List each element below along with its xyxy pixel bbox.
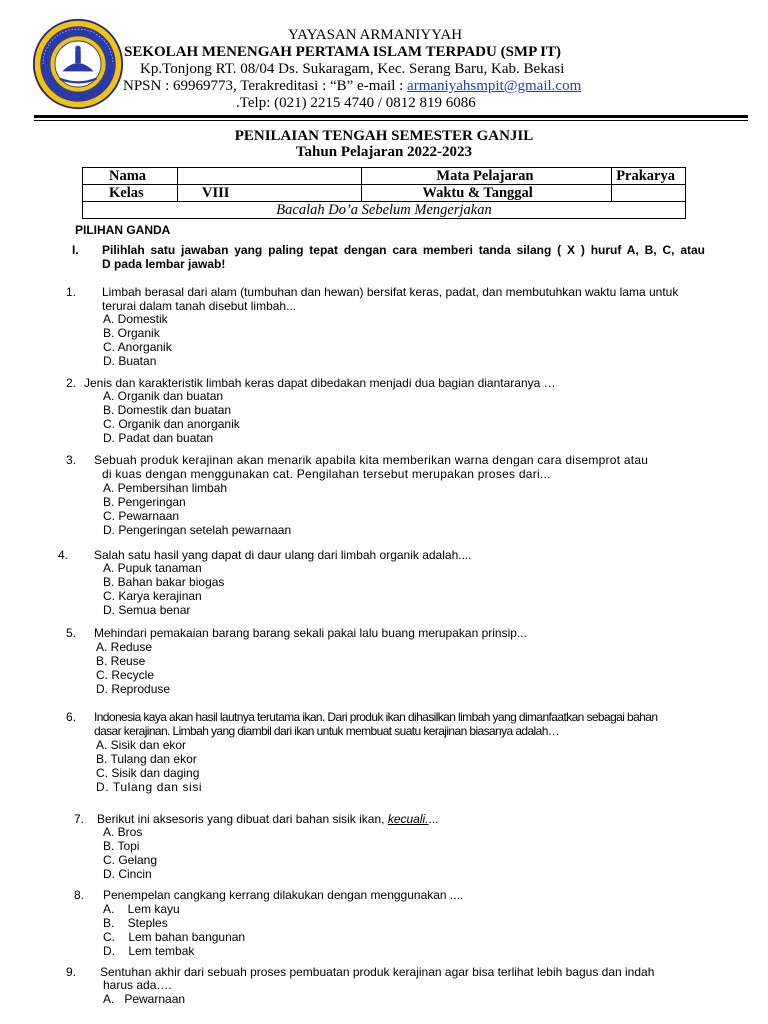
q5-option-c[interactable]: C. Recycle <box>96 668 155 682</box>
q8-option-b[interactable]: B. Steples <box>103 916 168 930</box>
question-6-text: Indonesia kaya akan hasil lautnya terutama ikan. Dari produk ikan dihasilkan limbah yang dimanfaatkan sebagai bahan <box>94 710 658 724</box>
kelas-label: Kelas <box>83 185 178 202</box>
q6-option-c[interactable]: C. Sisik dan daging <box>96 766 200 780</box>
question-2-text: Jenis dan karakteristik limbah keras dapat dibedakan menjadi dua bagian diantaranya … <box>84 376 556 390</box>
school-logo <box>32 18 124 110</box>
q7-option-b[interactable]: B. Topi <box>103 839 140 853</box>
question-2-number: 2. <box>66 376 77 390</box>
question-1-text-2: terurai dalam tanah disebut limbah... <box>102 299 297 313</box>
q6-option-a[interactable]: A. Sisik dan ekor <box>96 738 187 752</box>
question-7-text-main: Berikut ini aksesoris yang dibuat dari bahan sisik ikan, <box>97 812 388 826</box>
q9-option-a[interactable]: A. Pewarnaan <box>103 992 186 1006</box>
instruction-line-2: D pada lembar jawab! <box>102 257 226 271</box>
foundation-name: YAYASAN ARMANIYYAH <box>288 27 463 43</box>
nama-field[interactable] <box>177 168 361 185</box>
exam-year: Tahun Pelajaran 2022-2023 <box>295 144 473 160</box>
section-heading: PILIHAN GANDA <box>75 223 171 237</box>
question-6-number: 6. <box>66 710 77 724</box>
question-8-number: 8. <box>74 888 85 902</box>
question-3-number: 3. <box>66 453 77 467</box>
npsn-line <box>123 77 581 95</box>
q7-option-a[interactable]: A. Bros <box>103 825 143 839</box>
question-3-text-2: di kuas dengan menggunakan cat. Pengilahan tersebut merupakan proses dari... <box>102 467 551 481</box>
waktu-label: Waktu & Tanggal <box>362 185 612 202</box>
q5-option-a[interactable]: A. Reduse <box>96 640 153 654</box>
school-address: Kp.Tonjong RT. 08/04 Ds. Sukaragam, Kec. Serang Baru, Kab. Bekasi <box>140 61 565 77</box>
question-7-number: 7. <box>74 812 85 826</box>
exam-title: PENILAIAN TENGAH SEMESTER GANJIL <box>234 128 534 144</box>
question-1-number: 1. <box>66 285 77 299</box>
q5-option-d[interactable]: D. Reproduse <box>96 682 171 696</box>
question-7-emphasis: kecuali. <box>387 812 429 826</box>
q7-option-c[interactable]: C. Gelang <box>103 853 158 867</box>
q4-option-b[interactable]: B. Bahan bakar biogas <box>103 575 225 589</box>
q3-option-b[interactable]: B. Pengeringan <box>103 495 186 509</box>
q2-option-a[interactable]: A. Organik dan buatan <box>103 389 224 403</box>
nama-label: Nama <box>83 168 178 185</box>
header-rule-thick <box>34 115 748 118</box>
q2-option-d[interactable]: D. Padat dan buatan <box>103 431 214 445</box>
question-8-text: Penempelan cangkang kerrang dilakukan dengan menggunakan .... <box>103 888 464 902</box>
question-6-text-2: dasar kerajinan. Limbah yang diambil dari ikan untuk membuat suatu kerajinan biasanya adalah… <box>94 724 560 738</box>
q5-option-b[interactable]: B. Reuse <box>96 654 146 668</box>
instruction-line-1: Pilihlah satu jawaban yang paling tepat dengan cara memberi tanda silang ( X ) huruf A, B, C, atau <box>102 243 705 257</box>
q2-option-b[interactable]: B. Domestik dan buatan <box>103 403 232 417</box>
q4-option-c[interactable]: C. Karya kerajinan <box>103 589 202 603</box>
question-4-number: 4. <box>58 548 69 562</box>
prayer-note: Bacalah Do’a Sebelum Mengerjakan <box>83 202 686 219</box>
q6-option-b[interactable]: B. Tulang dan ekor <box>96 752 197 766</box>
question-5-text: Mehindari pemakaian barang barang sekali pakai lalu buang merupakan prinsip... <box>94 626 527 640</box>
q3-option-c[interactable]: C. Pewarnaan <box>103 509 180 523</box>
q1-option-c[interactable]: C. Anorganik <box>103 340 172 354</box>
header-rule-thin <box>34 120 748 121</box>
waktu-field[interactable] <box>612 185 686 202</box>
question-9-text-2: harus ada…. <box>103 978 172 992</box>
student-info-table <box>82 167 686 219</box>
question-4-text: Salah satu hasil yang dapat di daur ulang dari limbah organik adalah.... <box>94 548 472 562</box>
q8-option-c[interactable]: C. Lem bahan bangunan <box>103 930 246 944</box>
instruction-number: I. <box>72 243 79 257</box>
question-9-number: 9. <box>66 965 77 979</box>
mapel-label: Mata Pelajaran <box>362 168 612 185</box>
q3-option-a[interactable]: A. Pembersihan limbah <box>103 481 228 495</box>
q1-option-d[interactable]: D. Buatan <box>103 354 157 368</box>
q6-option-d[interactable]: D. Tulang dan sisi <box>96 780 203 794</box>
school-name: SEKOLAH MENENGAH PERTAMA ISLAM TERPADU (SMP IT) <box>124 44 562 60</box>
phone-line: .Telp: (021) 2215 4740 / 0812 819 6086 <box>236 95 476 111</box>
q8-option-d[interactable]: D. Lem tembak <box>103 944 195 958</box>
q4-option-a[interactable]: A. Pupuk tanaman <box>103 561 202 575</box>
q1-option-a[interactable]: A. Domestik <box>103 312 168 326</box>
q2-option-c[interactable]: C. Organik dan anorganik <box>103 417 240 431</box>
question-3-text: Sebuah produk kerajinan akan menarik apabila kita memberikan warna dengan cara disemprot atau <box>94 453 649 467</box>
mapel-value: Prakarya <box>612 168 686 185</box>
q4-option-d[interactable]: D. Semua benar <box>103 603 191 617</box>
email-link[interactable]: armaniyahsmpit@gmail.com <box>407 78 582 94</box>
q7-option-d[interactable]: D. Cincin <box>103 867 152 881</box>
question-1-text: Limbah berasal dari alam (tumbuhan dan hewan) bersifat keras, padat, dan membutuhkan waktu lama untuk <box>102 285 679 299</box>
q1-option-b[interactable]: B. Organik <box>103 326 160 340</box>
question-5-number: 5. <box>66 626 77 640</box>
question-9-text: Sentuhan akhir dari sebuah proses pembuatan produk kerajinan agar bisa terlihat lebih bagus dan indah <box>100 965 655 979</box>
q8-option-a[interactable]: A. Lem kayu <box>103 902 180 916</box>
question-7-text-end: ... <box>428 812 439 826</box>
q3-option-d[interactable]: D. Pengeringan setelah pewarnaan <box>103 523 292 537</box>
question-7-text <box>97 812 439 826</box>
npsn-text: NPSN : 69969773, Terakreditasi : “B” e-mail : <box>123 78 408 94</box>
kelas-value: VIII <box>177 185 361 202</box>
